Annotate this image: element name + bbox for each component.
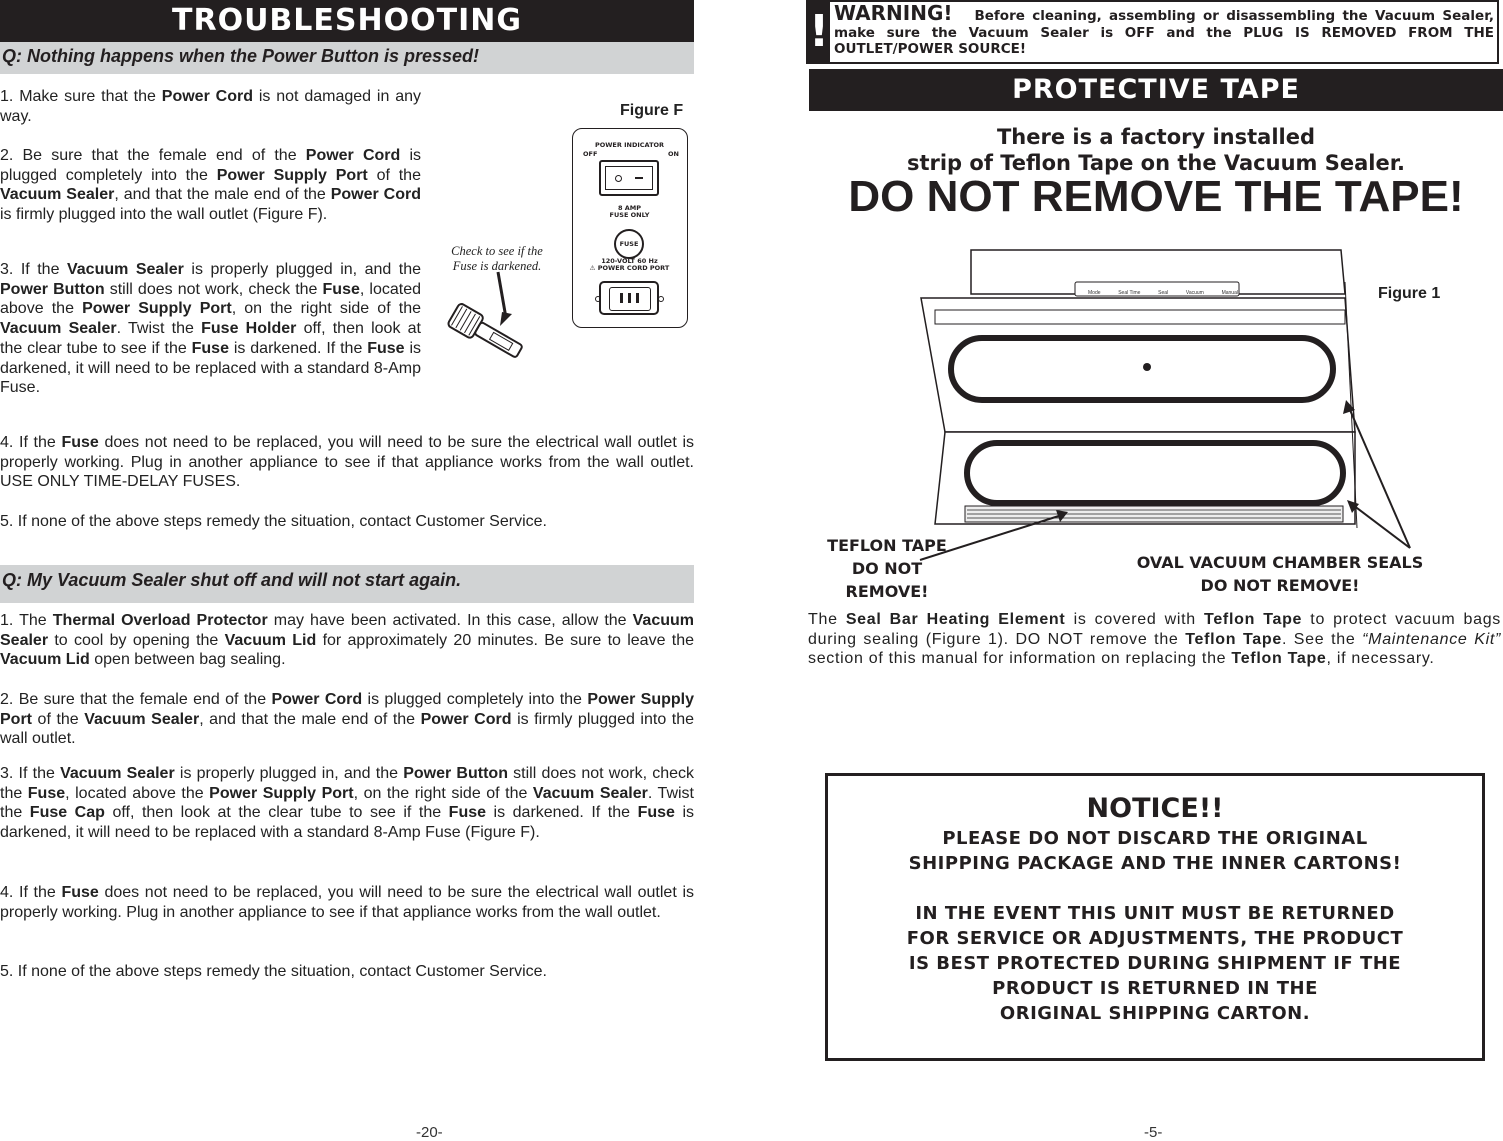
protective-tape-body: The Seal Bar Heating Element is covered with Teflon Tape to protect vacuum bags during sealing (Figure 1). DO NOT remove the Teflon Tape. See the “Maintenance Kit” section of this manual for information on replacing the Teflon Tape, if necessary. (808, 611, 1502, 668)
page-number-right: -5- (1144, 1124, 1163, 1141)
q1-step-1: 1. Make sure that the Power Cord is not damaged in any way. (0, 88, 422, 125)
question-2-bar: Q: My Vacuum Sealer shut off and will not start again. (0, 565, 694, 603)
power-panel (572, 128, 688, 328)
protective-tape-title: PROTECTIVE TAPE (809, 69, 1503, 111)
amp-rating: 8 AMP FUSE ONLY (609, 204, 650, 219)
voltage-label: 120-VOLT 60 Hz ⚠ POWER CORD PORT (589, 257, 670, 272)
teflon-tape-callout: TEFLON TAPE DO NOT REMOVE! (827, 536, 947, 601)
fuse-cap[interactable]: FUSE (614, 229, 644, 259)
power-cord-port[interactable] (599, 281, 659, 315)
figure-f-caption: Check to see if the Fuse is darkened. (451, 244, 543, 273)
q2-step-4: 4. If the Fuse does not need to be replaced, you will need to be sure the electrical wall outlet is properly working. Plug in another appliance to see if that appliance works from the wall outlet. (0, 884, 694, 921)
question-1-bar: Q: Nothing happens when the Power Button is pressed! (0, 42, 694, 74)
q2-step-5: 5. If none of the above steps remedy the situation, contact Customer Service. (0, 963, 547, 980)
q1-step-5: 5. If none of the above steps remedy the situation, contact Customer Service. (0, 513, 547, 530)
q1-step-2: 2. Be sure that the female end of the Power Cord is plugged completely into the Power Supply Port of the Vacuum Sealer, and that the male end of the Power Cord is firmly plugged into the wall outlet (Figure F). (0, 147, 422, 224)
q1-step-3: 3. If the Vacuum Sealer is properly plugged in, and the Power Button still does not work, check the Fuse, located above the Power Supply Port, on the right side of the Vacuum Sealer. Twist the Fuse Holder off, then look at the clear tube to see if the Fuse is darkened. If the Fuse is darkened, it will need to be replaced with a standard 8-Amp Fuse. (0, 261, 422, 397)
intro-text: There is a factory installed strip of Teflon Tape on the Vacuum Sealer. (906, 125, 1406, 175)
q2-step-1: 1. The Thermal Overload Protector may have been activated. In this case, allow the Vacuum Sealer to cool by opening the Vacuum Lid for approximately 20 minutes. Be sure to leave the Vacuum Lid open between bag sealing. (0, 612, 695, 669)
notice-box: NOTICE!! PLEASE DO NOT DISCARD THE ORIGINAL SHIPPING PACKAGE AND THE INNER CARTONS! IN THE EVENT THIS UNIT MUST BE RETURNED FOR SERVICE OR ADJUSTMENTS, THE PRODUCT IS BEST PROTECTED DURING SHIPMENT IF THE PRODUCT IS RETURNED IN THE ORIGINAL SHIPPING CARTON. (825, 773, 1485, 1061)
q2-step-2: 2. Be sure that the female end of the Power Cord is plugged completely into the Power Supply Port of the Vacuum Sealer, and that the male end of the Power Cord is firmly plugged into the wall outlet. (0, 691, 695, 748)
device-panel-labels: Mode Seal Time Seal Vacuum Manual (1088, 290, 1238, 296)
power-switch[interactable] (599, 160, 659, 196)
figure-1-label: Figure 1 (1378, 285, 1441, 302)
warning-triangle-icon: ⚠ (589, 264, 596, 272)
oval-seals-callout: OVAL VACUUM CHAMBER SEALS DO NOT REMOVE! (1136, 553, 1424, 595)
page-number-left: -20- (416, 1124, 443, 1141)
on-label: ON (668, 150, 679, 158)
warning-box (806, 0, 1499, 64)
warning-text: WARNING! Before cleaning, assembling or disassembling the Vacuum Sealer, make sure the Vacuum Sealer is OFF and the PLUG IS REMOVED FROM THE OUTLET/POWER SOURCE! (834, 1, 1495, 57)
troubleshooting-title: TROUBLESHOOTING (0, 0, 694, 42)
q1-step-4: 4. If the Fuse does not need to be replaced, you will need to be sure the electrical wall outlet is properly working. Plug in another appliance to see if that appliance works from the wall outlet. USE ONLY TIME-DELAY FUSES. (0, 434, 694, 491)
do-not-remove-heading: DO NOT REMOVE THE TAPE! (848, 172, 1464, 221)
figure-f-label: Figure F (620, 102, 684, 119)
fuse-holder-illustration (440, 268, 540, 368)
notice-title: NOTICE!! (1086, 793, 1224, 824)
power-indicator-label: POWER INDICATOR (594, 141, 665, 149)
exclamation-icon: ! (808, 2, 830, 62)
q2-step-3: 3. If the Vacuum Sealer is properly plugged in, and the Power Button still does not work, check the Fuse, located above the Power Supply Port, on the right side of the Vacuum Sealer. Twist the Fuse Cap off, then look at the clear tube to see if the Fuse is darkened. If the Fuse is darkened, it will need to be replaced with a standard 8-Amp Fuse (Figure F). (0, 765, 695, 842)
off-label: OFF (583, 150, 598, 158)
